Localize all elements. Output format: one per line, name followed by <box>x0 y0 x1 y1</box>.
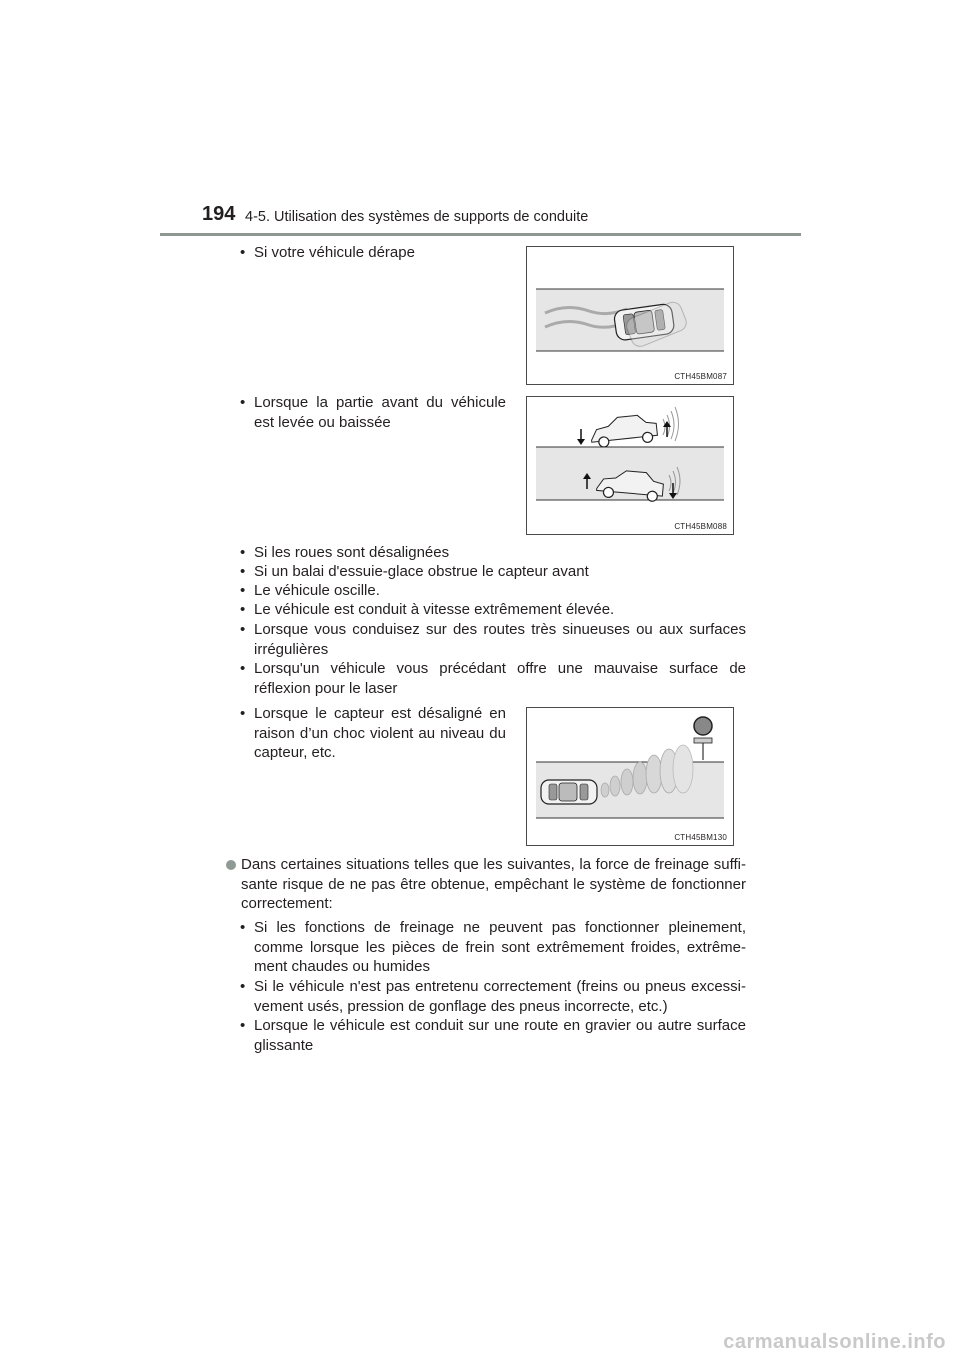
bullet: • <box>240 621 246 638</box>
list-item <box>240 704 506 763</box>
page-number: 194 <box>202 203 236 225</box>
bullet: • <box>240 563 246 580</box>
list-item <box>240 581 746 601</box>
list-item <box>240 918 746 977</box>
item-text-front-raised: Lorsque la partie avant du véhicule est levée ou baissée <box>254 394 506 431</box>
item-text-sway: Le véhicule oscille. <box>254 582 380 599</box>
header-rule <box>160 233 801 236</box>
figure-code: CTH45BM088 <box>674 522 727 531</box>
sensor-illustration <box>527 708 733 845</box>
list-item <box>240 1016 746 1055</box>
skid-illustration <box>527 247 733 384</box>
item-text-brakes-cold: Si les fonctions de freinage ne peuvent pas fonctionner pleinement, comme lorsque les pièces de frein sont extrêmement froides, extrême-ment chaudes ou humides <box>254 919 746 975</box>
item-text-skid: Si votre véhicule dérape <box>254 244 415 261</box>
item-text-wheels: Si les roues sont désalignées <box>254 544 450 561</box>
list-item <box>240 600 746 620</box>
bullet: • <box>240 660 246 677</box>
item-text-wiper: Si un balai d'essuie-glace obstrue le capteur avant <box>254 563 589 580</box>
list-item <box>240 243 504 263</box>
figure-skidding-car <box>526 246 734 385</box>
item-text-winding: Lorsque vous conduisez sur des routes très sinueuses ou aux surfaces irrégulières <box>254 621 746 658</box>
list-item <box>240 562 746 582</box>
bullet: • <box>240 582 246 599</box>
note-paragraph: Dans certaines situations telles que les suivantes, la force de freinage suffi-sante risque de ne pas être obtenue, empêchant le système de fonctionner correctement: <box>241 856 746 912</box>
sign-plate <box>694 738 712 743</box>
bullet: • <box>240 601 246 618</box>
item-text-reflection: Lorsqu'un véhicule vous précédant offre une mauvaise surface de réflexion pour le laser <box>254 660 746 697</box>
bullet: • <box>240 244 246 261</box>
car-top-view <box>541 780 597 804</box>
list-item <box>240 543 746 563</box>
footer-watermark: carmanualsonline.info <box>723 1331 946 1353</box>
bullet: • <box>240 978 246 995</box>
list-item <box>240 620 746 659</box>
bullet: • <box>240 919 246 936</box>
item-text-maintenance: Si le véhicule n'est pas entretenu correctement (freins ou pneus excessi-vement usés, pression de gonflage des pneus incorrecte, etc.) <box>254 978 746 1015</box>
bullet: • <box>240 394 246 411</box>
pitch-illustration <box>527 397 733 534</box>
item-text-sensor-misaligned: Lorsque le capteur est désaligné en raison d’un choc violent au niveau du capteur, etc. <box>254 705 506 761</box>
section-title: 4-5. Utilisation des systèmes de supports de conduite <box>245 209 589 225</box>
road-sign <box>694 717 712 735</box>
note-dot <box>226 860 236 870</box>
figure-code: CTH45BM130 <box>674 833 727 842</box>
bullet: • <box>240 705 246 722</box>
item-text-speed: Le véhicule est conduit à vitesse extrêmement élevée. <box>254 601 615 618</box>
list-item <box>240 393 506 432</box>
list-item <box>240 977 746 1016</box>
car-nose-up <box>589 413 658 448</box>
figure-code: CTH45BM087 <box>674 372 727 381</box>
figure-pitching-car <box>526 396 734 535</box>
item-text-gravel: Lorsque le véhicule est conduit sur une route en gravier ou autre surface glissante <box>254 1017 746 1054</box>
list-item <box>240 659 746 698</box>
bullet: • <box>240 544 246 561</box>
figure-misaligned-sensor <box>526 707 734 846</box>
bullet: • <box>240 1017 246 1034</box>
